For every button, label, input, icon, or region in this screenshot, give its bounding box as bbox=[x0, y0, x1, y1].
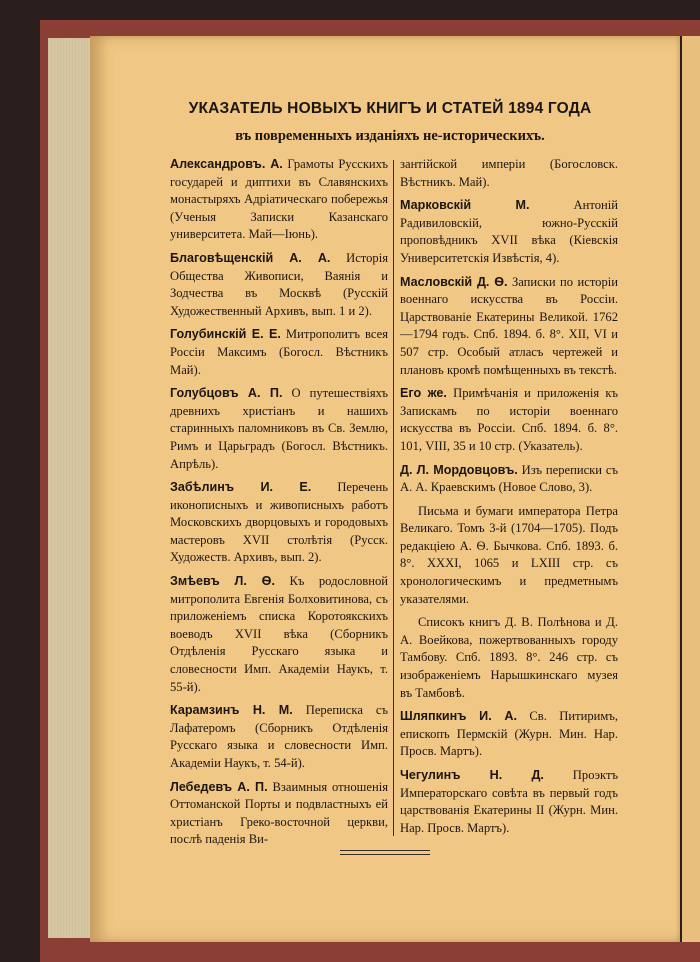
entry-author: Его же. bbox=[400, 386, 447, 401]
entry-text: Митрополитъ всея Россіи Максимъ (Богосл. Вѣстникъ Май). bbox=[170, 327, 388, 377]
entry-author: Александровъ. А. bbox=[170, 157, 283, 171]
page-subtitle: въ повременныхъ изданіяхъ не-историческихъ. bbox=[235, 128, 545, 144]
entry-author: Марковскій М. bbox=[400, 198, 530, 213]
page-title: УКАЗАТЕЛЬ НОВЫХЪ КНИГЪ И СТАТЕЙ 1894 ГОДА bbox=[188, 100, 592, 117]
entry-text: Проэктъ Императорскаго совѣта въ первый годъ царствованія Екатерины II (Журн. Мин. Нар. Просв. Мартъ). bbox=[400, 768, 619, 835]
entry-author: Забѣлинъ И. Е. bbox=[170, 480, 312, 495]
entry-text: О путешествіяхъ древнихъ христіанъ и нашихъ старинныхъ паломниковъ въ Св. Землю, Римъ и Царьградъ (Богосл. Вѣстникъ. Апрѣль). bbox=[170, 386, 388, 471]
entry-author: Змѣевъ Л. Ѳ. bbox=[170, 574, 275, 589]
entry-text: Переписка съ Лафатеромъ (Сборникъ Отдѣленія Русскаго языка и словесности Имп. Академіи Наукъ, т. 54-й). bbox=[170, 703, 388, 770]
bibliography-entry bbox=[400, 614, 618, 702]
entry-author: Благовѣщенскій А. А. bbox=[170, 250, 331, 265]
entry-text: Перечень иконописныхъ и живописныхъ работъ Московскихъ дворцовыхъ и городовыхъ мастеровъ XVII столѣтія (Русск. Художеств. Архивъ, вып. 2). bbox=[170, 480, 388, 565]
entry-text: Примѣчанія и приложенія къ Запискамъ по исторіи военнаго искусства въ Россіи. Спб. 1894. б. 8°. 101, VIII, 35 и 10 стр. (Указатель). bbox=[400, 386, 618, 453]
entry-text: Антоній Радивиловскій, южно-Русскій проповѣдникъ XVII вѣка (Кіевскія Университетскія Извѣстія, 4). bbox=[400, 198, 618, 265]
entry-text: Св. Питиримъ, епископъ Пермскій (Журн. Мин. Нар. Просв. Мартъ). bbox=[400, 709, 618, 759]
next-page-edge bbox=[680, 36, 700, 942]
entry-text: Взаимныя отношенія Оттоманской Порты и подвластныхъ ей христіанъ Греко-восточной церкви, послѣ паденія Ви- bbox=[170, 779, 388, 847]
entry-text: Къ родословной митрополита Евгенія Болховитинова, съ приложеніемъ списка Коротоякскихъ воеводъ XVII вѣка (Сборникъ Отдѣленія Русскаго языка и словесности Имп. Академіи Наукъ, т. 55-й). bbox=[170, 574, 388, 694]
entry-author: Д. Л. Мордовцовъ. bbox=[400, 462, 518, 477]
entry-text: Изъ переписки съ А. А. Краевскимъ (Новое Слово, 3). bbox=[400, 462, 618, 495]
bibliography-entry bbox=[400, 462, 618, 497]
entry-text: Грамоты Русскихъ государей и диптихи въ Славянскихъ монастыряхъ Адріатическаго побережья (Ученыя Записки Казанскаго университета. Май—Іюнь). bbox=[170, 157, 388, 242]
bibliography-entry bbox=[400, 385, 618, 455]
entry-text: Записки по исторіи военнаго искусства въ Россіи. Царствованіе Екатерины Великой. 1762—1794 годъ. Спб. 1894. б. 8°. XII, VI и 507 стр. Особый атласъ чертежей и плановъ кромѣ помѣщенныхъ въ текстѣ. bbox=[400, 274, 618, 377]
entry-text: Списокъ книгъ Д. В. Полѣнова и Д. А. Воейкова, пожертвованныхъ городу Тамбову. Спб. 1893. 8°. 246 стр. съ изображеніемъ Нарышкинскаго музея въ Тамбовѣ. bbox=[400, 615, 618, 700]
entry-author: Голубцовъ А. П. bbox=[170, 386, 283, 401]
bibliography-entry bbox=[170, 779, 388, 849]
bibliography-entry bbox=[170, 702, 388, 772]
end-ornament bbox=[340, 850, 430, 855]
bibliography-entry bbox=[170, 385, 388, 473]
bibliography-entry bbox=[170, 250, 388, 320]
entry-author: Карамзинъ Н. М. bbox=[170, 703, 293, 718]
bibliography-entry bbox=[400, 274, 618, 380]
bibliography-entry bbox=[170, 326, 388, 379]
bibliography-entry bbox=[400, 156, 618, 191]
right-column bbox=[400, 156, 618, 843]
entry-author: Шляпкинъ И. А. bbox=[400, 709, 518, 724]
bibliography-entry bbox=[170, 573, 388, 696]
entry-text: зантійской имперіи (Богословск. Вѣстникъ. Май). bbox=[400, 157, 618, 189]
entry-author: Голубинскій Е. Е. bbox=[170, 327, 281, 342]
left-column bbox=[170, 156, 388, 855]
bibliography-entry bbox=[170, 156, 388, 244]
entry-author: Масловскій Д. Ѳ. bbox=[400, 274, 508, 289]
bibliography-entry bbox=[400, 708, 618, 761]
bibliography-entry bbox=[400, 767, 618, 837]
entry-author: Лебедевъ А. П. bbox=[170, 779, 268, 794]
bibliography-entry bbox=[170, 479, 388, 567]
entry-author: Чегулинъ Н. Д. bbox=[400, 768, 544, 782]
bibliography-entry bbox=[400, 197, 618, 267]
column-divider bbox=[393, 160, 394, 836]
entry-text: Исторія Общества Живописи, Ваянія и Зодчества въ Москвѣ (Русскій Художественный Архивъ, вып. 1 и 2). bbox=[170, 250, 389, 318]
bibliography-entry bbox=[400, 503, 618, 609]
entry-text: Письма и бумаги императора Петра Великаго. Томъ 3-й (1704—1705). Подъ редакціею А. Ѳ. Бычкова. Спб. 1893. б. 8°. XXXI, 1065 и LXIII стр. съ хронологическимъ и предметнымъ указателями. bbox=[400, 503, 618, 606]
